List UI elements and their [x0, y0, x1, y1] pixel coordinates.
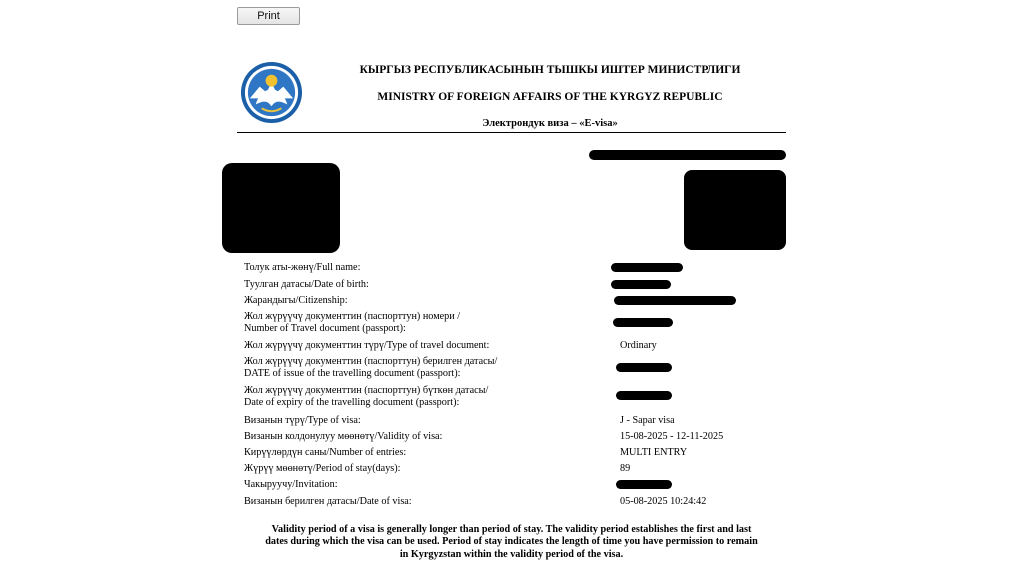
note-line: Validity period of a visa is generally longer than period of stay. The validity period establishes the first and last [271, 524, 752, 535]
field-label: Жол жүрүүчү документтин (паспорттун) номери / [244, 311, 461, 322]
redaction-value [611, 263, 683, 272]
field-label: Кирүүлөрдүн саны/Number of entries: [244, 447, 407, 458]
field-label-secondary: Number of Travel document (passport): [244, 323, 406, 334]
field-value: 15-08-2025 - 12-11-2025 [620, 431, 724, 442]
field-label: Туулган датасы/Date of birth: [244, 279, 369, 290]
redaction-value [614, 296, 736, 305]
redaction-value [616, 363, 672, 372]
evisa-subtitle: Электрондук виза – «E-visa» [482, 118, 618, 129]
field-label: Толук аты-жөнү/Full name: [244, 262, 361, 273]
redaction-value [611, 280, 671, 289]
field-value: 89 [620, 463, 631, 474]
field-label: Жол жүрүүчү документтин (паспорттун) бүткөн датасы/ [244, 385, 489, 396]
field-label: Визанын түрү/Type of visa: [244, 415, 361, 426]
field-label: Чакыруучу/Invitation: [244, 479, 338, 490]
field-label: Жол жүрүүчү документтин түрү/Type of travel document: [244, 340, 490, 351]
field-label: Жол жүрүүчү документтин (паспорттун) берилген датасы/ [244, 356, 498, 367]
redaction-top-line [589, 150, 786, 160]
validity-note [237, 524, 786, 561]
header-divider [237, 132, 786, 133]
field-value: Ordinary [620, 340, 657, 351]
redaction-value [616, 391, 672, 400]
field-value: 05-08-2025 10:24:42 [620, 496, 707, 507]
ministry-title-kyrgyz: КЫРГЫЗ РЕСПУБЛИКАСЫНЫН ТЫШКЫ ИШТЕР МИНИСТРЛИГИ [359, 64, 741, 76]
field-label: Визанын колдонулуу мөөнөтү/Validity of visa: [244, 431, 443, 442]
note-line: in Kyrgyzstan within the validity period of the visa. [399, 548, 624, 560]
redaction-photo [222, 163, 340, 253]
field-label: Визанын берилген датасы/Date of visa: [244, 496, 412, 507]
redaction-value [616, 480, 672, 489]
field-label: Жарандыгы/Citizenship: [244, 295, 348, 306]
note-line: dates during which the visa can be used. Period of stay indicates the length of time you have permission to remain [265, 536, 758, 548]
ministry-title-english: MINISTRY OF FOREIGN AFFAIRS OF THE KYRGYZ REPUBLIC [377, 91, 723, 103]
redaction-value [613, 318, 673, 327]
field-value: J - Sapar visa [620, 415, 675, 426]
redaction-barcode [684, 170, 786, 250]
field-label-secondary: DATE of issue of the travelling document (passport): [244, 368, 461, 379]
field-value: MULTI ENTRY [620, 447, 688, 458]
kyrgyz-emblem-icon [240, 61, 303, 124]
field-label-secondary: Date of expiry of the travelling document (passport): [244, 397, 460, 408]
field-label: Жүрүү мөөнөтү/Period of stay(days): [244, 463, 401, 474]
print-button[interactable]: Print [237, 7, 300, 25]
